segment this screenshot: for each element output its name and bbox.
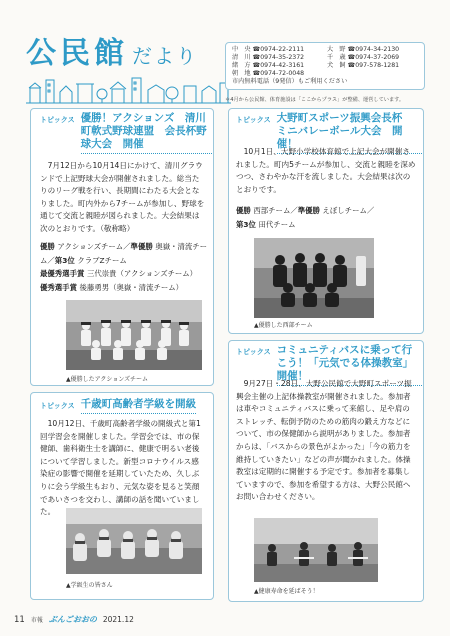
topic-tag: トピックス bbox=[236, 348, 271, 356]
page-title-sub: だより bbox=[132, 44, 198, 68]
contact-line: 大 野 ☎0974-34-2130 bbox=[327, 46, 400, 53]
photo-caption: ▲健康寿命を延ばそう！ bbox=[254, 588, 319, 595]
class-students-photo bbox=[66, 508, 202, 574]
facility-note: ＊4月から公民館、体育施設は「ここからプラス」が整備、運営しています。 bbox=[225, 97, 405, 103]
magazine-name: ぶんごおおの bbox=[48, 615, 97, 624]
contact-line: 清 川 ☎0974-35-2372 bbox=[232, 54, 305, 61]
contact-box bbox=[225, 42, 425, 90]
magazine-prefix: 市報 bbox=[30, 617, 43, 624]
volleyball-team-photo bbox=[254, 238, 374, 318]
article-title: 大野町スポーツ振興会長杯 ミニバレーボール大会 開催！ bbox=[277, 112, 422, 154]
result-value: アクションズチーム／ bbox=[57, 242, 131, 251]
article-title: 千歳町高齢者学級を開級 bbox=[81, 398, 197, 414]
result-value: 田代チーム bbox=[258, 219, 296, 229]
contact-line: 緒 方 ☎0974-42-3161 bbox=[232, 62, 305, 69]
topic-tag: トピックス bbox=[40, 402, 75, 410]
town-skyline-illustration bbox=[26, 74, 231, 104]
results-list bbox=[40, 240, 210, 294]
article-body: 7月12日から10月14日にかけて、清川グラウンドで上記野球大会が開催されました。総当たりのリーグ戦を行い、長期間にわたる大会となりました。町内外から7チームが参加し、野球を通じて交流と親睦が図られました。大会結果は次のとおりです。（敬称略） bbox=[40, 161, 205, 233]
topic-tag: トピックス bbox=[236, 116, 271, 124]
result-value: 奥嶽・清流チーム／ bbox=[40, 242, 208, 265]
photo-caption: ▲学級生の皆さん bbox=[66, 582, 113, 589]
article-body: 10月1日、大野小学校体育館で上記大会が開催されました。町内5チームが参加し、交流と親睦を深めつつ、さわやかな汗を流しました。大会結果は次のとおりです。 bbox=[236, 147, 416, 194]
result-label: 第3位 bbox=[236, 219, 256, 229]
result-value: えぼしチーム／ bbox=[322, 206, 375, 215]
baseball-team-photo bbox=[66, 300, 202, 370]
article-body: 9月27日・28日、大野公民館で大野町スポーツ振興会主催の上記体操教室が開催されました。参加者は車やコミュニティバスに乗って来館し、足や肩のストレッチ、転倒予防のための筋肉の鍛え方などについて、市の保健師から説明がありました。参加者からは、「バスからの景色がよかった」「今の筋力を維持していきたい」などの声が聞かれました。体操教室は定期的に開催する予定です。参加者を募集していますので、参加を希望する方は、大野公民館へお問い合わせください。 bbox=[236, 379, 412, 502]
contact-line: 千 歳 ☎0974-37-2069 bbox=[327, 54, 400, 61]
result-value: 三代崇貴（アクションズチーム） bbox=[86, 269, 198, 278]
photo-caption: ▲優勝したアクションズチーム bbox=[66, 376, 149, 383]
exercise-class-photo bbox=[254, 518, 378, 582]
article-elderly-class-heading bbox=[40, 398, 212, 414]
issue-date: 2021.12 bbox=[102, 615, 134, 624]
page-title: 公民館 bbox=[26, 36, 128, 71]
page-number: 11 bbox=[14, 615, 25, 625]
result-value: 後藤勇男（奥嶽・清流チーム） bbox=[79, 282, 184, 292]
article-title: コミュニティバスに乗って行こう！「元気でる体操教室」開催！ bbox=[277, 344, 422, 386]
result-label: 最優秀選手賞 bbox=[40, 269, 85, 278]
topic-tag: トピックス bbox=[40, 116, 75, 124]
result-label: 優勝 bbox=[236, 206, 251, 215]
article-baseball-heading bbox=[40, 112, 212, 154]
article-body: 10月12日、千歳町高齢者学級の開級式と第1回学習会を開催しました。学習会では、市の保健師、歯科衛生士を講師に、健康で明るい老後について学習しました。新型コロナウイルス感染症の影響で開催を延期していたため、久しぶりに会う学級生もおり、元気な姿を見ると笑顔であいさつを交わし、講師の話を聞いていました。 bbox=[40, 419, 201, 517]
contact-line: 朝 地 ☎0974-72-0048 bbox=[232, 70, 305, 77]
result-label: 第3位 bbox=[54, 255, 75, 265]
result-label: 優勝 bbox=[40, 242, 55, 251]
contact-line: 犬 飼 ☎097-578-1281 bbox=[327, 62, 400, 69]
contact-line: 中 央 ☎0974-22-2111 bbox=[232, 46, 305, 53]
results-list bbox=[236, 204, 416, 231]
result-value: クラブZチーム bbox=[77, 255, 127, 265]
result-label: 準優勝 bbox=[297, 206, 320, 215]
result-value: 西部チーム／ bbox=[253, 206, 298, 215]
photo-caption: ▲優勝した西部チーム bbox=[254, 322, 313, 329]
masthead bbox=[26, 28, 226, 98]
result-label: 準優勝 bbox=[130, 242, 153, 251]
article-title: 優勝！アクションズ 清川町軟式野球連盟 会長杯野球大会 開催 bbox=[81, 112, 212, 154]
page-footer bbox=[14, 614, 134, 625]
result-label: 優秀選手賞 bbox=[40, 282, 77, 292]
contact-toll-free: 市内無料電話（9発信）もご利用ください bbox=[232, 78, 348, 85]
